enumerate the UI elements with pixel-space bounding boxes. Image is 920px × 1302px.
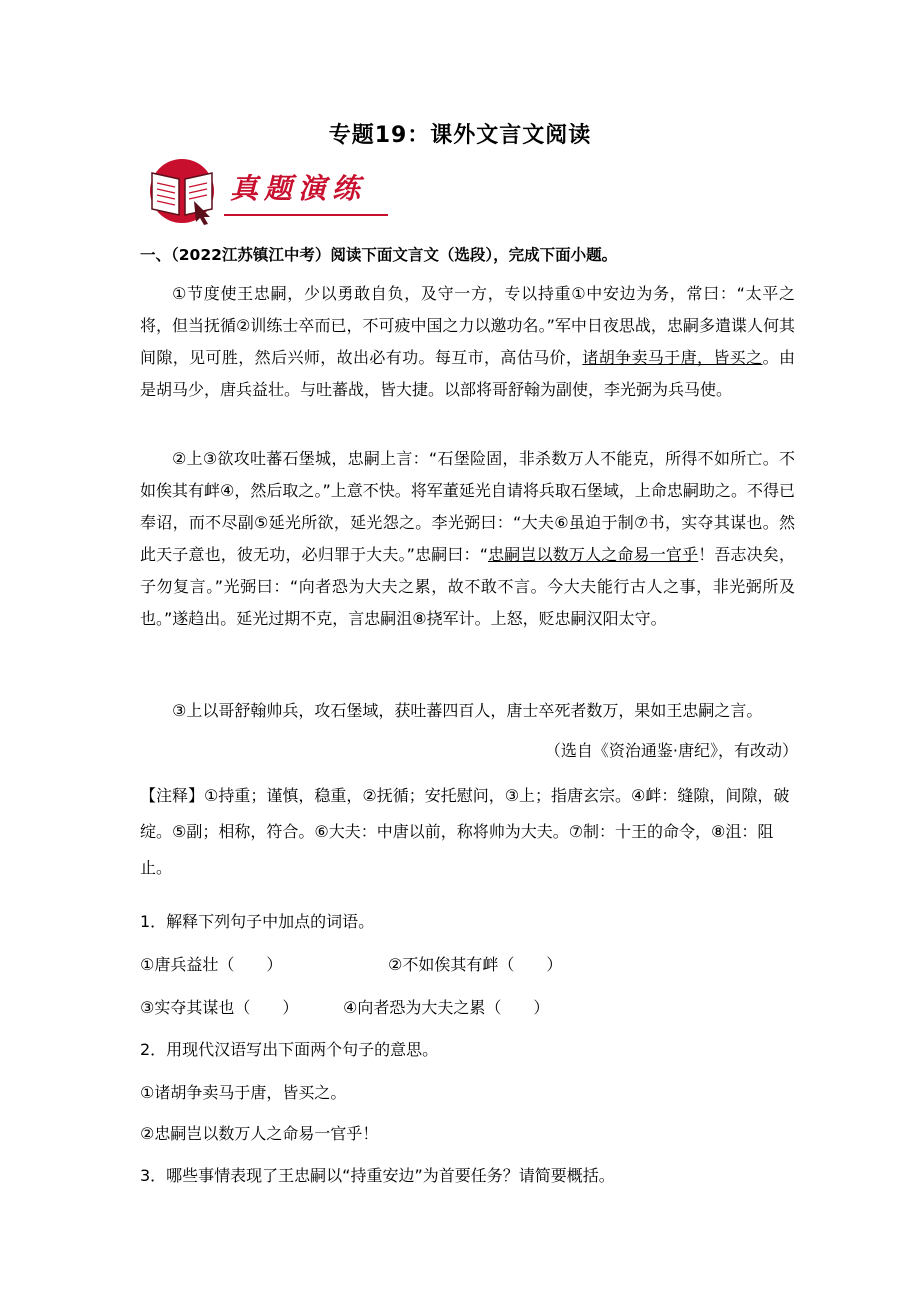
question-2-item-2: ②忠嗣岂以数万人之命易一官乎！ <box>140 1124 379 1143</box>
passage-text: 。由是胡马少，唐兵益壮。与吐蕃战，皆大捷。以部将哥舒翰为副使，李光弼为兵马使。 <box>140 348 795 399</box>
passage-text: ①节度使王忠嗣，少以勇敢自负，及守一方，专以持重①中安边为务，常曰：“太平之将，但当抚循②训练士卒而已，不可疲中国之力以邀功名。”军中日夜思战，忠嗣多遣谍人何其间隙，见可胜，然后兴师，故出必有功。每互市，高估马价， <box>140 284 795 367</box>
passage-paragraph-1 <box>140 278 795 406</box>
banner-title: 真题演练 <box>230 172 367 205</box>
question-1-item-1: ①唐兵益壮（ ） <box>140 955 283 974</box>
question-1-item-4: ④向者恐为大夫之累（ ） <box>343 998 550 1017</box>
underlined-sentence: 忠嗣岂以数万人之命易一官乎 <box>488 545 699 564</box>
banner-underline <box>224 214 388 216</box>
question-1-item-3: ③实夺其谋也（ ） <box>140 998 299 1017</box>
passage-paragraph-2 <box>140 443 795 635</box>
question-1-item-2: ②不如俟其有衅（ ） <box>388 955 563 974</box>
passage-text: ③上以哥舒翰帅兵，攻石堡域，获吐蕃四百人，唐士卒死者数万，果如王忠嗣之言。 <box>172 701 763 720</box>
question-2: 2．用现代汉语写出下面两个句子的意思。 <box>140 1040 439 1059</box>
question-3: 3．哪些事情表现了王忠嗣以“持重安边”为首要任务？请简要概括。 <box>140 1166 615 1185</box>
passage-source: （选自《资治通鉴·唐纪》，有改动） <box>544 741 798 760</box>
underlined-sentence: 诸胡争卖马于唐，皆买之 <box>582 348 763 367</box>
passage-text: ②上③欲攻吐蕃石堡城，忠嗣上言：“石堡险固，非杀数万人不能克，所得不如所亡。不如俟其有衅④，然后取之。”上意不快。将军董延光自请将兵取石堡域，上命忠嗣助之。不得已奉诏，而不尽副⑤延光所欲，延光怨之。李光弼曰：“大夫⑥虽迫于制⑦书，实夺其谋也。然此天子意也，彼无功，必归罪于大夫。”忠嗣曰：“ <box>140 449 795 564</box>
question-2-item-1: ①诸胡争卖马于唐，皆买之。 <box>140 1083 347 1102</box>
passage-paragraph-3 <box>140 695 795 727</box>
book-icon <box>142 155 222 225</box>
question-1: 1．解释下列句子中加点的词语。 <box>140 912 375 931</box>
passage-text: ！吾志决矣，子勿复言。”光弼曰：“向者恐为大夫之累，故不敢不言。今大夫能行古人之事，非光弼所及也。”遂趋出。延光过期不克，言忠嗣沮⑧挠军计。上怒，贬忠嗣汉阳太守。 <box>140 545 795 628</box>
annotations: 【注释】①持重；谨慎，稳重，②抚循；安托慰问，③上；指唐玄宗。④衅：缝隙，间隙，破绽。⑤副；相称，符合。⑥大夫：中唐以前，称将帅为大夫。⑦制：十王的命令，⑧沮：阻止。 <box>140 786 790 877</box>
section-banner <box>142 155 392 225</box>
question-header: 一、（2022江苏镇江中考）阅读下面文言文（选段），完成下面小题。 <box>140 246 618 264</box>
page-title: 专题19：课外文言文阅读 <box>328 123 592 148</box>
